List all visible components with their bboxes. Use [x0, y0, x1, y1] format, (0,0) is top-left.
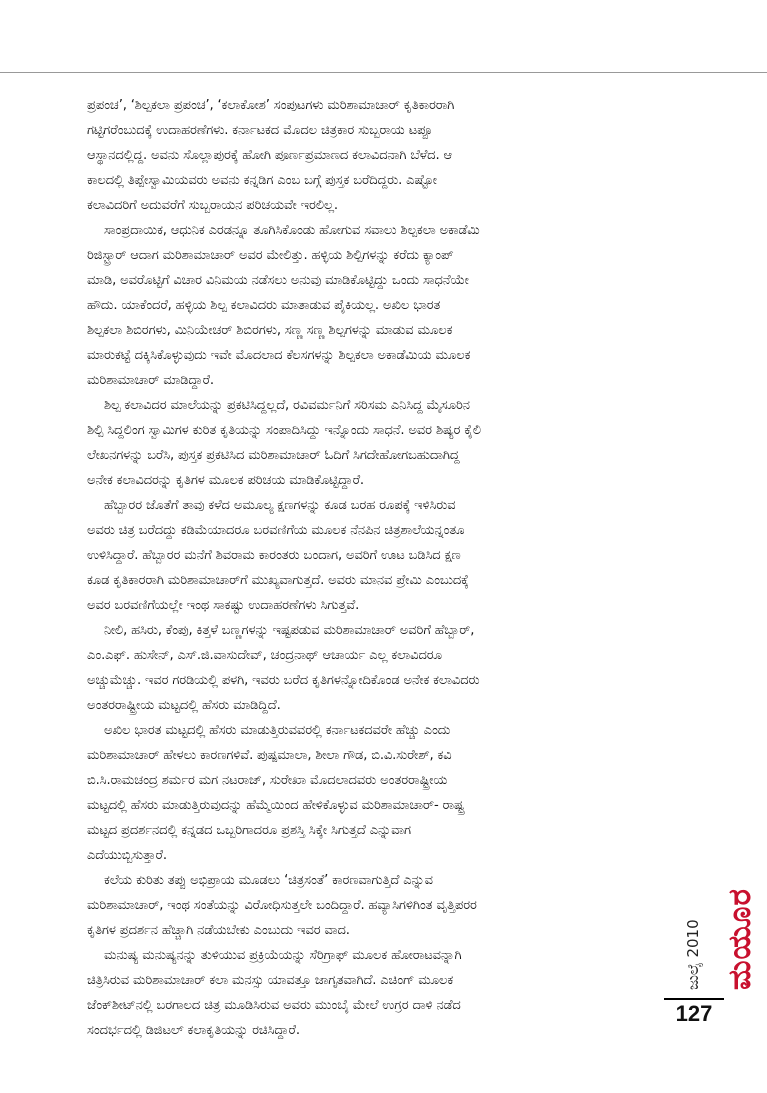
text-line: ಮರಿಶಾಮಾಚಾರ್ ಮಾಡಿದ್ದಾರೆ. — [87, 373, 214, 388]
text-line: ಜೆಂಕ್‌ಶೀಟ್‌ನಲ್ಲಿ ಬರಗಾಲದ ಚಿತ್ರ ಮೂಡಿಸಿರುವ ಅವರು ಮುಂಬೈ ಮೇಲೆ ಉಗ್ರರ ದಾಳಿ ನಡೆದ — [87, 998, 461, 1013]
text-line: ಅಂತರರಾಷ್ಟ್ರೀಯ ಮಟ್ಟದಲ್ಲಿ ಹೆಸರು ಮಾಡಿದ್ದಿದೆ. — [87, 698, 281, 713]
text-line: ಮಟ್ಟದಲ್ಲಿ ಹೆಸರು ಮಾಡುತ್ತಿರುವುದನ್ನು ಹೆಮ್ಮೆಯಿಂದ ಹೇಳಿಕೊಳ್ಳುವ ಮರಿಶಾಮಾಚಾರ್- ರಾಷ್ಟ್ರ — [87, 798, 465, 813]
paragraph — [87, 93, 655, 218]
text-line: ನೀಲಿ, ಹಸಿರು, ಕೆಂಪು, ಕಿತ್ತಳೆ ಬಣ್ಣಗಳನ್ನು ಇಷ್ಟಪಡುವ ಮರಿಶಾಮಾಚಾರ್ ಅವರಿಗೆ ಹೆಬ್ಬಾರ್, — [104, 623, 475, 638]
header-rule — [0, 72, 767, 73]
text-line: ಸಾಂಪ್ರದಾಯಿಕ, ಆಧುನಿಕ ಎರಡನ್ನೂ ತೂಗಿಸಿಕೊಂಡು ಹೋಗುವ ಸವಾಲು ಶಿಲ್ಪಕಲಾ ಅಕಾಡೆಮಿ — [104, 223, 480, 238]
text-line: ಕಾಲದಲ್ಲಿ ತಿಪ್ಪೇಸ್ವಾಮಿಯವರು ಅವನು ಕನ್ನಡಿಗ ಎಂಬ ಬಗ್ಗೆ ಪುಸ್ತಕ ಬರೆದಿದ್ದರು. ಎಷ್ಟೋ — [87, 173, 437, 188]
text-line: ಮಾಡಿ, ಅವರೊಟ್ಟಿಗೆ ವಿಚಾರ ವಿನಿಮಯ ನಡೆಸಲು ಅನುವು ಮಾಡಿಕೊಟ್ಟಿದ್ದು ಒಂದು ಸಾಧನೆಯೇ — [87, 273, 469, 288]
paragraph — [87, 393, 655, 493]
magazine-sidebar — [664, 790, 758, 990]
text-line: ಕೂಡ ಕೃತಿಕಾರರಾಗಿ ಮರಿಶಾಮಾಚಾರ್‌ಗೆ ಮುಖ್ಯವಾಗುತ್ತದೆ. ಅವರು ಮಾನವ ಪ್ರೇಮಿ ಎಂಬುದಕ್ಕೆ — [87, 573, 469, 588]
article-body — [87, 93, 655, 1043]
paragraph — [87, 943, 655, 1043]
paragraph — [87, 218, 655, 393]
paragraph — [87, 618, 655, 718]
text-line: ಅಚ್ಚುಮೆಚ್ಚು. ಇವರ ಗರಡಿಯಲ್ಲಿ ಪಳಗಿ, ಇವರು ಬರೆದ ಕೃತಿಗಳನ್ನೋದಿಕೊಂಡ ಅನೇಕ ಕಲಾವಿದರು — [87, 673, 480, 688]
page-number-rule — [664, 998, 724, 1000]
text-line: ಕಲೆಯ ಕುರಿತು ತಪ್ಪು ಅಭಿಪ್ರಾಯ ಮೂಡಲು ‘ಚಿತ್ರಸಂತೆ’ ಕಾರಣವಾಗುತ್ತಿದೆ ಎನ್ನುವ — [104, 873, 433, 888]
text-line: ಮರಿಶಾಮಾಚಾರ್ ಹೇಳಲು ಕಾರಣಗಳಿವೆ. ಪುಷ್ಪಮಾಲಾ, ಶೀಲಾ ಗೌಡ, ಬಿ.ವಿ.ಸುರೇಶ್, ಕವಿ — [87, 748, 452, 763]
text-line: ಅವರು ಚಿತ್ರ ಬರೆದದ್ದು ಕಡಿಮೆಯಾದರೂ ಬರವಣಿಗೆಯ ಮೂಲಕ ನೆನಪಿನ ಚಿತ್ರಶಾಲೆಯನ್ನಂತೂ — [87, 523, 465, 538]
text-line: ಹೆಬ್ಬಾರರ ಜೊತೆಗೆ ತಾವು ಕಳೆದ ಅಮೂಲ್ಯ ಕ್ಷಣಗಳನ್ನು ಕೂಡ ಬರಹ ರೂಪಕ್ಕೆ ಇಳಿಸಿರುವ — [104, 498, 456, 513]
text-line: ಶಿಲ್ಪಿ ಸಿದ್ದಲಿಂಗ ಸ್ವಾಮಿಗಳ ಕುರಿತ ಕೃತಿಯನ್ನು ಸಂಪಾದಿಸಿದ್ದು ಇನ್ನೊಂದು ಸಾಧನೆ. ಅವರ ಶಿಷ್ಯರ ಕೈಲಿ — [87, 423, 481, 438]
text-line: ಉಳಿಸಿದ್ದಾರೆ. ಹೆಬ್ಬಾರರ ಮನೆಗೆ ಶಿವರಾಮ ಕಾರಂತರು ಬಂದಾಗ, ಅವರಿಗೆ ಊಟ ಬಡಿಸಿದ ಕ್ಷಣ — [87, 548, 461, 563]
magazine-logo: ಮಯೂರ — [722, 888, 758, 990]
page-number: 127 — [675, 1001, 713, 1026]
text-line: ಮಾರುಕಟ್ಟೆ ದಕ್ಕಿಸಿಕೊಳ್ಳುವುದು ಇವೇ ಮೊದಲಾದ ಕೆಲಸಗಳನ್ನು ಶಿಲ್ಪಕಲಾ ಅಕಾಡೆಮಿಯ ಮೂಲಕ — [87, 348, 471, 363]
text-line: ಕೃತಿಗಳ ಪ್ರದರ್ಶನ ಹೆಚ್ಚಾಗಿ ನಡೆಯಬೇಕು ಎಂಬುದು ಇವರ ವಾದ. — [87, 923, 350, 938]
text-line: ಮನುಷ್ಯ ಮನುಷ್ಯನನ್ನು ತುಳಿಯುವ ಪ್ರಕ್ರಿಯೆಯನ್ನು ಸೆರಿಗ್ರಾಫ್ ಮೂಲಕ ಹೋರಾಟವನ್ನಾಗಿ — [104, 948, 462, 963]
text-line: ಮರಿಶಾಮಾಚಾರ್, ಇಂಥ ಸಂತೆಯನ್ನು ವಿರೋಧಿಸುತ್ತಲೇ ಬಂದಿದ್ದಾರೆ. ಹವ್ಯಾಸಿಗಳಿಗಿಂತ ವೃತ್ತಿಪರರ — [87, 898, 477, 913]
paragraph — [87, 493, 655, 618]
text-line: ಹೌದು. ಯಾಕೆಂದರೆ, ಹಳ್ಳಿಯ ಶಿಲ್ಪ ಕಲಾವಿದರು ಮಾತಾಡುವ ಪೈಕಿಯಲ್ಲ. ಅಖಿಲ ಭಾರತ — [87, 298, 441, 313]
text-line: ಲೇಖನಗಳನ್ನು ಬರೆಸಿ, ಪುಸ್ತಕ ಪ್ರಕಟಿಸಿದ ಮರಿಶಾಮಾಚಾರ್ ಓದಿಗೆ ಸಿಗದೇಹೋಗಬಹುದಾಗಿದ್ದ — [87, 448, 460, 463]
text-line: ಗಟ್ಟಿಗರೆಂಬುದಕ್ಕೆ ಉದಾಹರಣೆಗಳು. ಕರ್ನಾಟಕದ ಮೊದಲ ಚಿತ್ರಕಾರ ಸುಬ್ಬರಾಯ ಟಪ್ಪೂ — [87, 123, 433, 138]
paragraph — [87, 868, 655, 943]
paragraph — [87, 718, 655, 868]
text-line: ಎಂ.ಎಫ್. ಹುಸೇನ್, ಎಸ್.ಜಿ.ವಾಸುದೇವ್, ಚಂದ್ರನಾಥ್ ಆಚಾರ್ಯ ಎಲ್ಲ ಕಲಾವಿದರೂ — [87, 648, 442, 663]
text-line: ಎದೆಯುಬ್ಬಿಸುತ್ತಾರೆ. — [87, 848, 167, 863]
text-line: ಕಲಾವಿದರಿಗೆ ಅದುವರೆಗೆ ಸುಬ್ಬರಾಯನ ಪರಿಚಯವೇ ಇರಲಿಲ್ಲ. — [87, 198, 338, 213]
text-line: ಸಂದರ್ಭದಲ್ಲಿ ಡಿಜಿಟಲ್ ಕಲಾಕೃತಿಯನ್ನು ರಚಿಸಿದ್ದಾರೆ. — [87, 1023, 300, 1038]
text-line: ಚಿತ್ರಿಸಿರುವ ಮರಿಶಾಮಾಚಾರ್ ಕಲಾ ಮನಸ್ಸು ಯಾವತ್ತೂ ಜಾಗೃತವಾಗಿದೆ. ಎಚಿಂಗ್ ಮೂಲಕ — [87, 973, 454, 988]
text-line: ಶಿಲ್ಪ ಕಲಾವಿದರ ಮಾಲೆಯನ್ನು ಪ್ರಕಟಿಸಿದ್ದಲ್ಲದೆ, ರವಿವರ್ಮನಿಗೆ ಸರಿಸಮ ಎನಿಸಿದ್ದ ಮೈಸೂರಿನ — [104, 398, 470, 413]
issue-date: ಜುಲೈ 2010 — [684, 919, 702, 990]
text-line: ಮಟ್ಟದ ಪ್ರದರ್ಶನದಲ್ಲಿ ಕನ್ನಡದ ಒಬ್ಬರಿಗಾದರೂ ಪ್ರಶಸ್ತಿ ಸಿಕ್ಕೇ ಸಿಗುತ್ತದೆ ಎನ್ನುವಾಗ — [87, 823, 411, 838]
text-line: ಶಿಲ್ಪಕಲಾ ಶಿಬಿರಗಳು, ಮಿನಿಯೇಚರ್ ಶಿಬಿರಗಳು, ಸಣ್ಣ ಸಣ್ಣ ಶಿಲ್ಪಗಳನ್ನು ಮಾಡುವ ಮೂಲಕ — [87, 323, 453, 338]
text-line: ಆಸ್ಥಾನದಲ್ಲಿದ್ದ. ಅವನು ಸೊಲ್ಲಾಪುರಕ್ಕೆ ಹೋಗಿ ಪೂರ್ಣಪ್ರಮಾಣದ ಕಲಾವಿದನಾಗಿ ಬೆಳೆದ. ಆ — [87, 148, 452, 163]
text-line: ಅಖಿಲ ಭಾರತ ಮಟ್ಟದಲ್ಲಿ ಹೆಸರು ಮಾಡುತ್ತಿರುವವರಲ್ಲಿ ಕರ್ನಾಟಕದವರೇ ಹೆಚ್ಚು ಎಂದು — [104, 723, 451, 738]
text-line: ಬಿ.ಸಿ.ರಾಮಚಂದ್ರ ಶರ್ಮರ ಮಗ ನಟರಾಜ್, ಸುರೇಖಾ ಮೊದಲಾದವರು ಅಂತರರಾಷ್ಟ್ರೀಯ — [87, 773, 448, 788]
text-line: ಅನೇಕ ಕಲಾವಿದರನ್ನು ಕೃತಿಗಳ ಮೂಲಕ ಪರಿಚಯ ಮಾಡಿಕೊಟ್ಟಿದ್ದಾರೆ. — [87, 473, 364, 488]
text-line: ರಿಜಿಸ್ಟ್ರಾರ್ ಆದಾಗ ಮರಿಶಾಮಾಚಾರ್ ಅವರ ಮೇಲಿತ್ತು. ಹಳ್ಳಿಯ ಶಿಲ್ಪಿಗಳನ್ನು ಕರೆದು ಕ್ಯಾಂಪ್ — [87, 248, 454, 263]
text-line: ಅವರ ಬರವಣಿಗೆಯಲ್ಲೇ ಇಂಥ ಸಾಕಷ್ಟು ಉದಾಹರಣೆಗಳು ಸಿಗುತ್ತವೆ. — [87, 598, 360, 613]
text-line: ಪ್ರಪಂಚ’, ‘ಶಿಲ್ಪಕಲಾ ಪ್ರಪಂಚ’, ‘ಕಲಾಕೋಶ’ ಸಂಪುಟಗಳು ಮರಿಶಾಮಾಚಾರ್ ಕೃತಿಕಾರರಾಗಿ — [87, 98, 455, 113]
